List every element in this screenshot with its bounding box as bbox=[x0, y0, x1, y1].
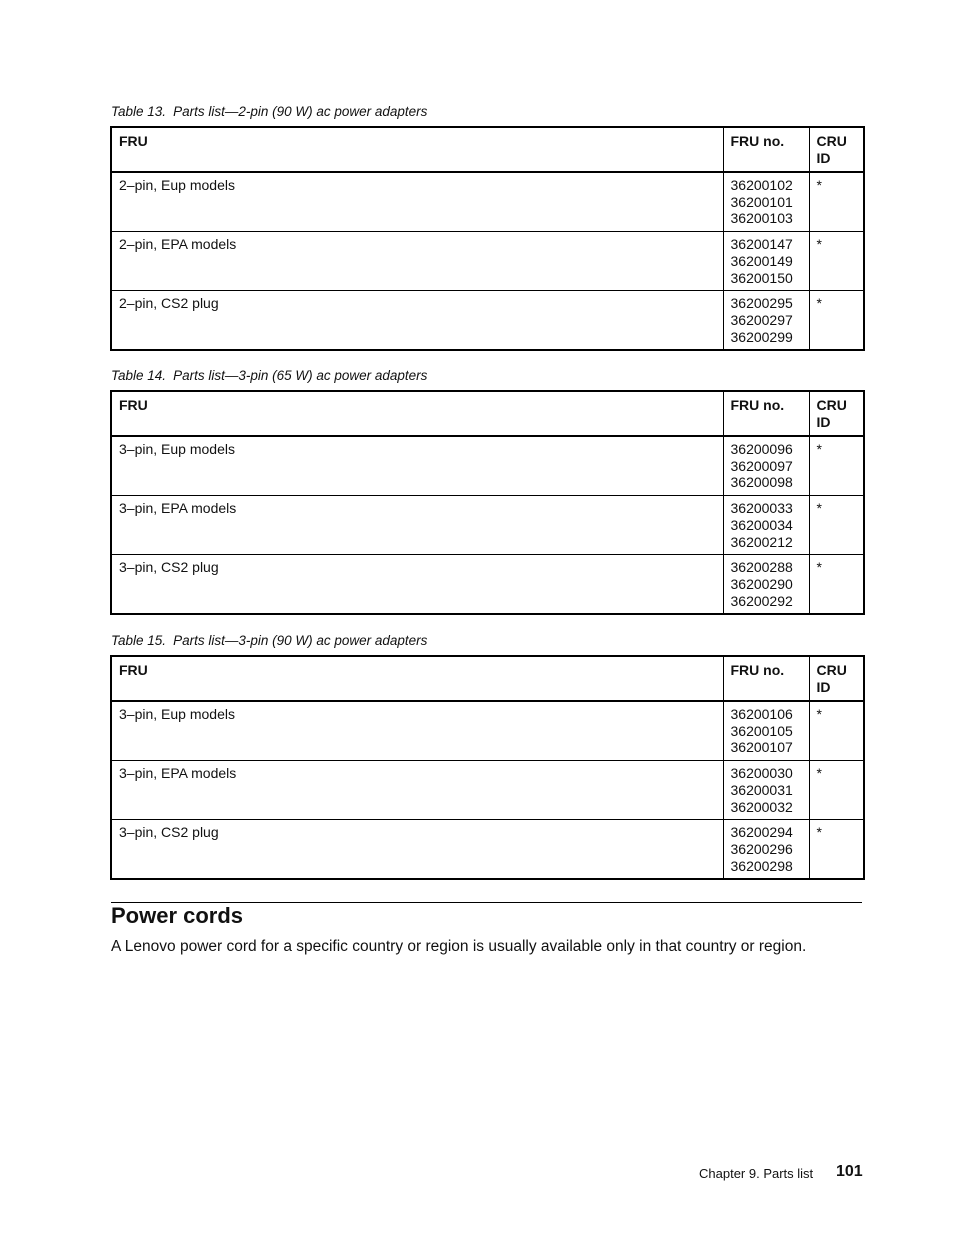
table-row bbox=[111, 555, 864, 615]
section-paragraph: A Lenovo power cord for a specific country or region is usually available only in that country or region. bbox=[111, 938, 807, 955]
table-header-row bbox=[111, 391, 864, 436]
fru-cell: 3–pin, EPA models bbox=[111, 761, 723, 820]
table-header-row bbox=[111, 656, 864, 701]
fru-number: 36200105 bbox=[730, 722, 793, 739]
fru-number: 36200098 bbox=[730, 474, 793, 491]
fru-number: 36200034 bbox=[730, 516, 793, 533]
fru-no-cell bbox=[723, 172, 809, 232]
cru-id-cell: * bbox=[809, 232, 864, 291]
header-cru-id: CRU ID bbox=[809, 391, 864, 436]
fru-number: 36200296 bbox=[730, 840, 793, 857]
caption-text: Parts list—3-pin (90 W) ac power adapters bbox=[173, 633, 428, 648]
fru-number: 36200032 bbox=[730, 798, 793, 815]
fru-cell: 3–pin, EPA models bbox=[111, 496, 723, 555]
table-13-caption bbox=[111, 104, 427, 119]
fru-no-cell bbox=[723, 761, 809, 820]
fru-no-cell bbox=[723, 436, 809, 496]
caption-text: Parts list—2-pin (90 W) ac power adapters bbox=[173, 104, 428, 119]
fru-number: 36200106 bbox=[730, 706, 793, 722]
fru-number: 36200097 bbox=[730, 457, 793, 474]
caption-label: Table 13. bbox=[111, 104, 167, 119]
fru-cell: 2–pin, Eup models bbox=[111, 172, 723, 232]
fru-number: 36200150 bbox=[730, 269, 793, 286]
table-row bbox=[111, 701, 864, 761]
fru-number: 36200299 bbox=[730, 328, 793, 345]
fru-number: 36200102 bbox=[730, 177, 793, 193]
fru-cell: 3–pin, CS2 plug bbox=[111, 555, 723, 615]
fru-no-cell bbox=[723, 291, 809, 351]
cru-id-cell: * bbox=[809, 820, 864, 880]
fru-number: 36200290 bbox=[730, 575, 793, 592]
fru-number: 36200103 bbox=[730, 210, 793, 227]
parts-table-15 bbox=[110, 655, 865, 880]
fru-number: 36200294 bbox=[730, 824, 793, 841]
section-heading: Power cords bbox=[111, 903, 244, 928]
header-fru-no: FRU no. bbox=[723, 391, 809, 436]
fru-number: 36200295 bbox=[730, 295, 793, 312]
footer-chapter: Chapter 9. Parts list bbox=[699, 1166, 814, 1181]
fru-number: 36200149 bbox=[730, 252, 793, 269]
caption-label: Table 15. bbox=[111, 633, 167, 648]
fru-no-cell bbox=[723, 555, 809, 615]
table-row bbox=[111, 761, 864, 820]
fru-cell: 3–pin, CS2 plug bbox=[111, 820, 723, 880]
fru-number: 36200298 bbox=[730, 857, 793, 874]
table-row bbox=[111, 232, 864, 291]
fru-number: 36200288 bbox=[730, 559, 793, 576]
fru-no-cell bbox=[723, 496, 809, 555]
table-row bbox=[111, 436, 864, 496]
fru-cell: 3–pin, Eup models bbox=[111, 701, 723, 761]
header-cru-id: CRU ID bbox=[809, 127, 864, 172]
fru-number: 36200030 bbox=[730, 765, 793, 782]
fru-no-cell bbox=[723, 232, 809, 291]
cru-id-cell: * bbox=[809, 291, 864, 351]
fru-no-cell bbox=[723, 820, 809, 880]
cru-id-cell: * bbox=[809, 701, 864, 761]
header-fru: FRU bbox=[111, 656, 723, 701]
fru-number: 36200212 bbox=[730, 533, 793, 550]
table-14-caption bbox=[111, 368, 427, 383]
cru-id-cell: * bbox=[809, 496, 864, 555]
parts-table-13 bbox=[110, 126, 865, 351]
fru-number: 36200096 bbox=[730, 441, 793, 457]
header-fru-no: FRU no. bbox=[723, 127, 809, 172]
fru-cell: 2–pin, CS2 plug bbox=[111, 291, 723, 351]
parts-table-14 bbox=[110, 390, 865, 615]
table-row bbox=[111, 172, 864, 232]
header-fru: FRU bbox=[111, 391, 723, 436]
table-row bbox=[111, 820, 864, 880]
table-row bbox=[111, 496, 864, 555]
table-header-row bbox=[111, 127, 864, 172]
cru-id-cell: * bbox=[809, 436, 864, 496]
fru-no-cell bbox=[723, 701, 809, 761]
table-15-caption bbox=[111, 633, 427, 648]
fru-number: 36200107 bbox=[730, 739, 793, 756]
fru-number: 36200292 bbox=[730, 592, 793, 609]
cru-id-cell: * bbox=[809, 555, 864, 615]
header-fru: FRU bbox=[111, 127, 723, 172]
fru-number: 36200033 bbox=[730, 500, 793, 517]
fru-number: 36200297 bbox=[730, 311, 793, 328]
cru-id-cell: * bbox=[809, 761, 864, 820]
cru-id-cell: * bbox=[809, 172, 864, 232]
fru-cell: 3–pin, Eup models bbox=[111, 436, 723, 496]
caption-label: Table 14. bbox=[111, 368, 167, 383]
header-fru-no: FRU no. bbox=[723, 656, 809, 701]
caption-text: Parts list—3-pin (65 W) ac power adapters bbox=[173, 368, 428, 383]
fru-number: 36200147 bbox=[730, 236, 793, 253]
page-number: 101 bbox=[836, 1163, 863, 1180]
fru-number: 36200101 bbox=[730, 193, 793, 210]
table-row bbox=[111, 291, 864, 351]
fru-cell: 2–pin, EPA models bbox=[111, 232, 723, 291]
fru-number: 36200031 bbox=[730, 781, 793, 798]
header-cru-id: CRU ID bbox=[809, 656, 864, 701]
